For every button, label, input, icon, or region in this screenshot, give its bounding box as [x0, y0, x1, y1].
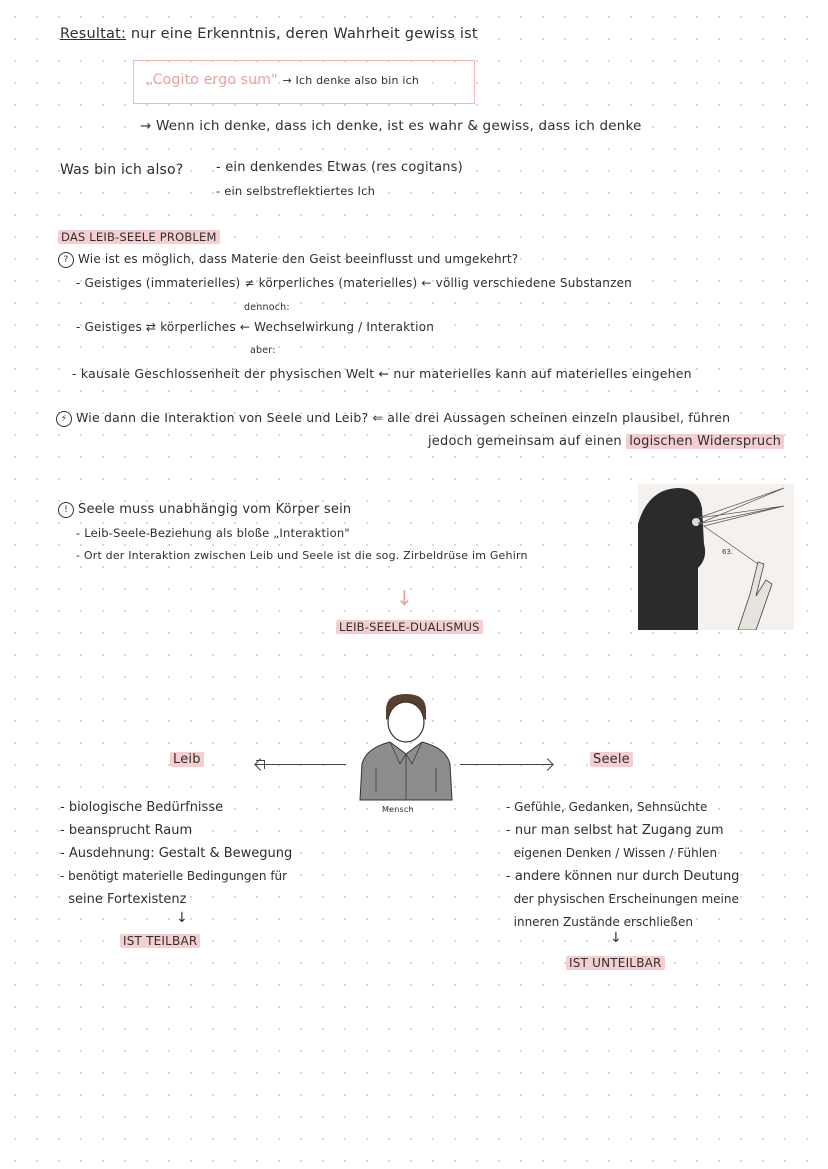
- seele-label: Seele: [590, 752, 633, 767]
- seele-list: [506, 796, 739, 934]
- cogito-line: [146, 72, 419, 88]
- list-item: - beansprucht Raum: [60, 823, 193, 838]
- list-item: - benötigt materielle Bedingungen für: [60, 869, 288, 883]
- question-was-bin-ich: Was bin ich also?: [60, 162, 184, 178]
- problem-line-3: - kausale Geschlossenheit der physischen Welt ← nur materielles kann auf materielles eingehen: [72, 366, 692, 381]
- list-item: seine Fortexistenz: [60, 892, 187, 907]
- seele-result: IST UNTEILBAR: [566, 956, 665, 970]
- descartes-figure: [638, 484, 794, 630]
- bidirectional-arrow-icon: ⇄: [145, 320, 157, 334]
- leib-result: IST TEILBAR: [120, 934, 200, 948]
- seele-down-arrow-icon: ↓: [610, 930, 622, 946]
- mensch-figure: [356, 692, 456, 812]
- list-item: - nur man selbst hat Zugang zum: [506, 823, 724, 838]
- dualism-line-3: - Ort der Interaktion zwischen Leib und Seele ist die sog. Zirbeldrüse im Gehirn: [76, 549, 528, 562]
- person-icon: [356, 692, 456, 802]
- dualism-line-1: ! Seele muss unabhängig vom Körper sein: [58, 502, 351, 518]
- list-item: - biologische Bedürfnisse: [60, 800, 224, 815]
- list-item: inneren Zustände erschließen: [506, 915, 693, 929]
- cogito-explain: → Wenn ich denke, dass ich denke, ist es wahr & gewiss, dass ich denke: [140, 118, 642, 134]
- cogito-quote: „Cogito ergo sum": [146, 72, 278, 88]
- answer-1: - ein denkendes Etwas (res cogitans): [216, 160, 463, 175]
- leib-label: Leib: [170, 752, 204, 767]
- dualism-line-2: - Leib-Seele-Beziehung als bloße „Interaktion": [76, 526, 350, 540]
- resultat-text: nur eine Erkenntnis, deren Wahrheit gewiss ist: [130, 26, 478, 42]
- list-item: der physischen Erscheinungen meine: [506, 892, 739, 906]
- cogito-translation: → Ich denke also bin ich: [282, 74, 420, 87]
- list-item: eigenen Denken / Wissen / Fühlen: [506, 846, 718, 860]
- dennoch-label: dennoch:: [244, 302, 290, 313]
- aber-label: aber:: [250, 345, 276, 356]
- problem-question-2: ⚡ Wie dann die Interaktion von Seele und Leib? ⇐ alle drei Aussagen scheinen einzeln plausibel, führen: [56, 410, 730, 427]
- problem-heading: DAS LEIB-SEELE PROBLEM: [58, 230, 220, 244]
- problem-question: ? Wie ist es möglich, dass Materie den Geist beeinflusst und umgekehrt?: [58, 252, 518, 268]
- question-icon: ?: [58, 252, 74, 268]
- list-item: - andere können nur durch Deutung: [506, 869, 740, 884]
- answer-2: - ein selbstreflektiertes Ich: [216, 184, 376, 198]
- dualism-heading: LEIB-SEELE-DUALISMUS: [336, 620, 483, 634]
- leib-list: [60, 796, 292, 911]
- arrow-left-to-leib: [256, 764, 346, 765]
- exclamation-icon: !: [58, 502, 74, 518]
- list-item: - Ausdehnung: Gestalt & Bewegung: [60, 846, 293, 861]
- problem-question-2-cont: jedoch gemeinsam auf einen logischen Widerspruch: [428, 434, 784, 449]
- problem-line-1: - Geistiges (immaterielles) ≠ körperliches (materielles) ← völlig verschiedene Substanzen: [76, 276, 632, 290]
- mensch-label: Mensch: [382, 805, 414, 814]
- problem-line-2: - Geistiges ⇄ körperliches ← Wechselwirkung / Interaktion: [76, 320, 435, 334]
- lightning-icon: ⚡: [56, 411, 72, 427]
- widerspruch-highlight: logischen Widerspruch: [626, 434, 784, 449]
- descartes-eye-illustration: [638, 484, 794, 630]
- figure-number: 63.: [722, 548, 734, 556]
- list-item: - Gefühle, Gedanken, Sehnsüchte: [506, 800, 708, 814]
- arrow-right-to-seele: [460, 764, 552, 765]
- resultat-line: [60, 26, 478, 42]
- down-arrow-icon: ↓: [396, 586, 413, 610]
- resultat-label: Resultat:: [60, 26, 127, 42]
- leib-down-arrow-icon: ↓: [176, 910, 188, 926]
